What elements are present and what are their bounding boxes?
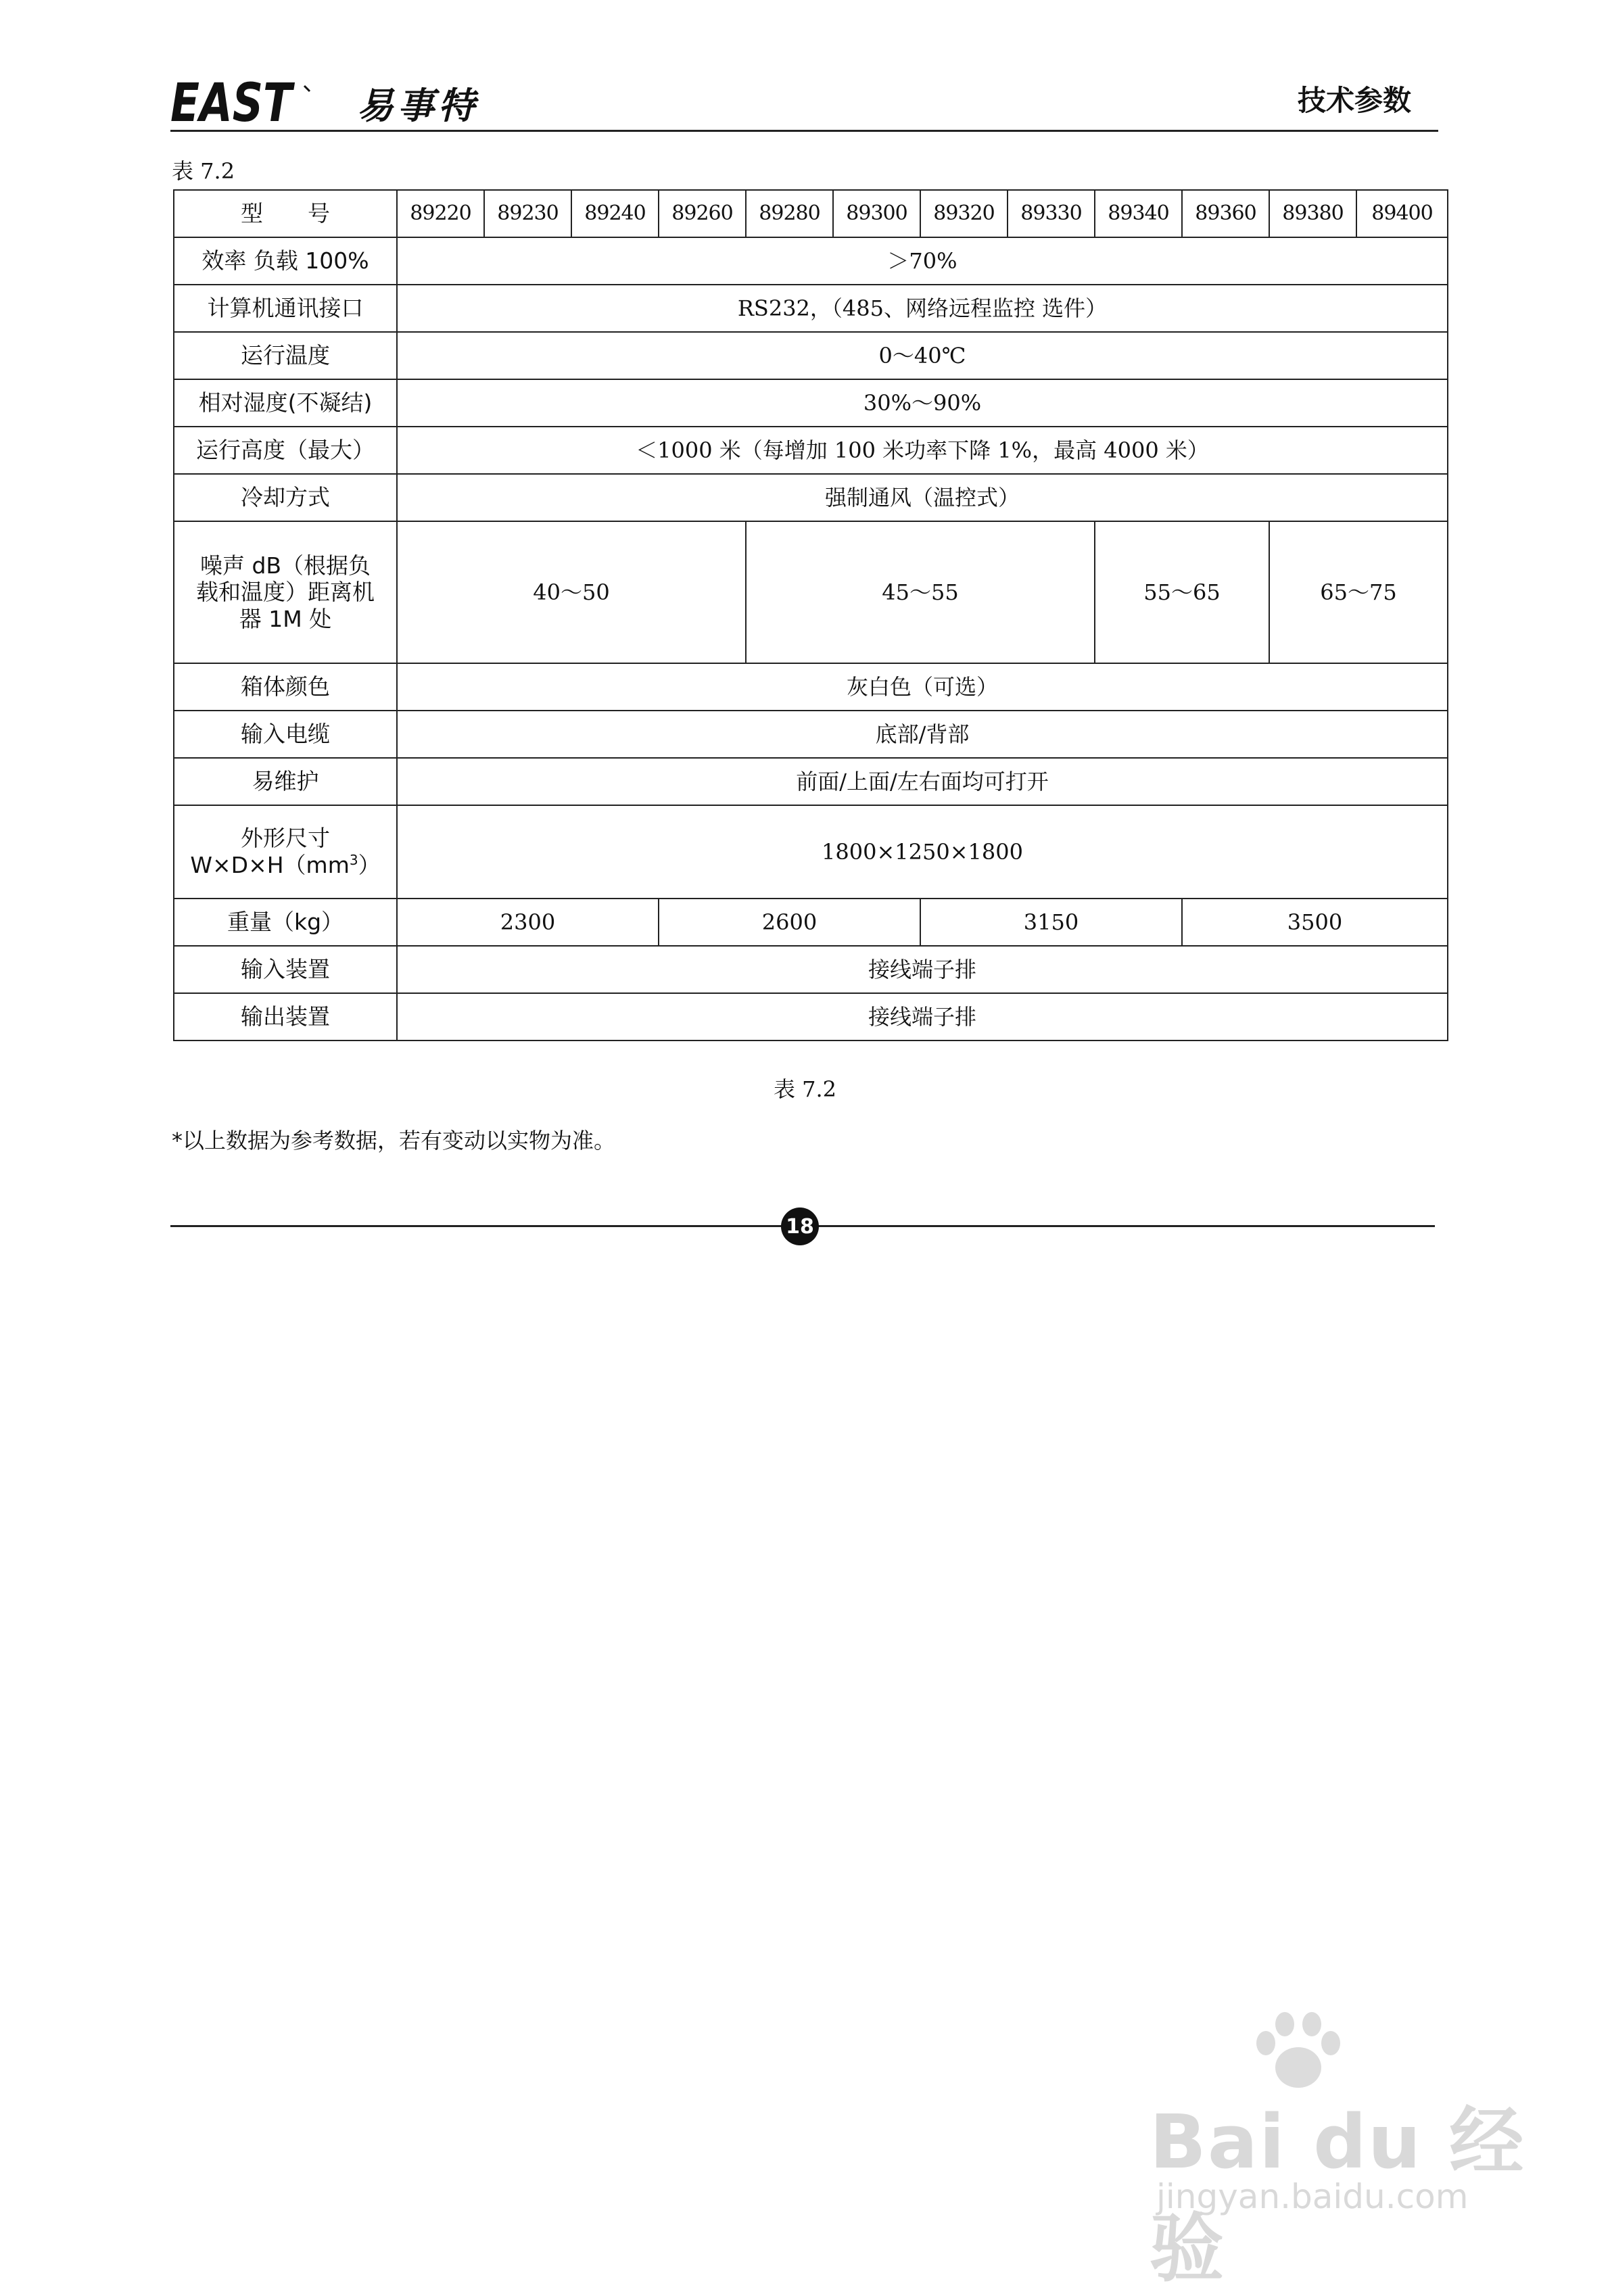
row-label: 输入装置 (174, 946, 397, 993)
table-row-noise (174, 521, 1448, 663)
row-label: 输出装置 (174, 993, 397, 1041)
noise-value: 65～75 (1269, 521, 1448, 663)
table-row-temp (174, 332, 1448, 379)
model-cell: 89230 (484, 190, 571, 237)
row-label: 重量（kg） (174, 899, 397, 946)
noise-value: 40～50 (397, 521, 746, 663)
model-cell: 89300 (833, 190, 920, 237)
row-value: 灰白色（可选） (397, 663, 1448, 711)
svg-text:EAST: EAST (170, 78, 295, 128)
row-label: 计算机通讯接口 (174, 285, 397, 332)
table-row-maintenance (174, 758, 1448, 805)
row-label: 效率 负载 100% (174, 237, 397, 285)
dimensions-label-line (174, 852, 396, 879)
model-cell: 89360 (1182, 190, 1269, 237)
dimensions-unit: W×D×H（mm (190, 852, 350, 878)
table-label: 表 7.2 (172, 158, 235, 184)
header-divider (170, 130, 1438, 132)
table-row-dimensions (174, 805, 1448, 899)
model-cell: 89400 (1356, 190, 1448, 237)
noise-label-line: 器 1M 处 (239, 605, 332, 632)
row-value: 强制通风（温控式） (397, 474, 1448, 521)
row-label: 输入电缆 (174, 711, 397, 758)
row-label (174, 521, 397, 663)
dimensions-close: ） (358, 852, 381, 878)
table-row-color (174, 663, 1448, 711)
row-label: 运行温度 (174, 332, 397, 379)
model-cell: 89260 (659, 190, 746, 237)
noise-value: 55～65 (1095, 521, 1269, 663)
weight-value: 3150 (920, 899, 1182, 946)
table-row-input-device (174, 946, 1448, 993)
row-value: ＜1000 米（每增加 100 米功率下降 1%，最高 4000 米） (397, 427, 1448, 474)
row-value: ＞70% (397, 237, 1448, 285)
row-value: 接线端子排 (397, 993, 1448, 1041)
row-label: 易维护 (174, 758, 397, 805)
table-row-output-device (174, 993, 1448, 1041)
model-cell: 89380 (1269, 190, 1356, 237)
page-header (170, 70, 1438, 133)
model-label: 型 号 (174, 190, 397, 237)
weight-value: 3500 (1182, 899, 1448, 946)
table-row-cooling (174, 474, 1448, 521)
row-value: 30%～90% (397, 379, 1448, 427)
row-label: 冷却方式 (174, 474, 397, 521)
noise-value: 45～55 (746, 521, 1095, 663)
table-row-weight (174, 899, 1448, 946)
table-caption: 表 7.2 (773, 1076, 837, 1102)
east-logo-mark (170, 78, 339, 128)
baidu-watermark (1150, 2001, 1528, 2292)
noise-label-line: 噪声 dB（根据负 (199, 552, 371, 579)
table-row-humidity (174, 379, 1448, 427)
row-value: 底部/背部 (397, 711, 1448, 758)
row-label: 箱体颜色 (174, 663, 397, 711)
dimensions-label-line: 外形尺寸 (241, 825, 330, 852)
table-row-model (174, 190, 1448, 237)
logo-chinese-name: 易事特 (357, 84, 479, 127)
model-cell: 89340 (1095, 190, 1182, 237)
spec-table (173, 189, 1448, 1041)
footnote: *以上数据为参考数据，若有变动以实物为准。 (172, 1128, 616, 1153)
row-value: RS232，（485、网络远程监控 选件） (397, 285, 1448, 332)
table-row-comm (174, 285, 1448, 332)
row-value: 0～40℃ (397, 332, 1448, 379)
watermark-brand: Bai du 经验 (1150, 2099, 1525, 2292)
row-value: 1800×1250×1800 (397, 805, 1448, 899)
row-label: 运行高度（最大） (174, 427, 397, 474)
model-cell: 89240 (571, 190, 659, 237)
table-row-input-cable (174, 711, 1448, 758)
row-value: 接线端子排 (397, 946, 1448, 993)
weight-value: 2600 (659, 899, 920, 946)
model-cell: 89320 (920, 190, 1008, 237)
model-cell: 89220 (397, 190, 484, 237)
page-number: 18 (781, 1207, 819, 1245)
row-label: 相对湿度(不凝结) (174, 379, 397, 427)
noise-label-line: 载和温度）距离机 (196, 579, 375, 606)
page-header-title: 技术参数 (1297, 84, 1411, 117)
table-row-efficiency (174, 237, 1448, 285)
dimensions-superscript: 3 (349, 852, 358, 868)
table-row-altitude (174, 427, 1448, 474)
row-label (174, 805, 397, 899)
watermark-url: jingyan.baidu.com (1156, 2177, 1469, 2216)
row-value: 前面/上面/左右面均可打开 (397, 758, 1448, 805)
weight-value: 2300 (397, 899, 659, 946)
east-logo (170, 76, 479, 130)
model-cell: 89280 (746, 190, 833, 237)
model-cell: 89330 (1008, 190, 1095, 237)
